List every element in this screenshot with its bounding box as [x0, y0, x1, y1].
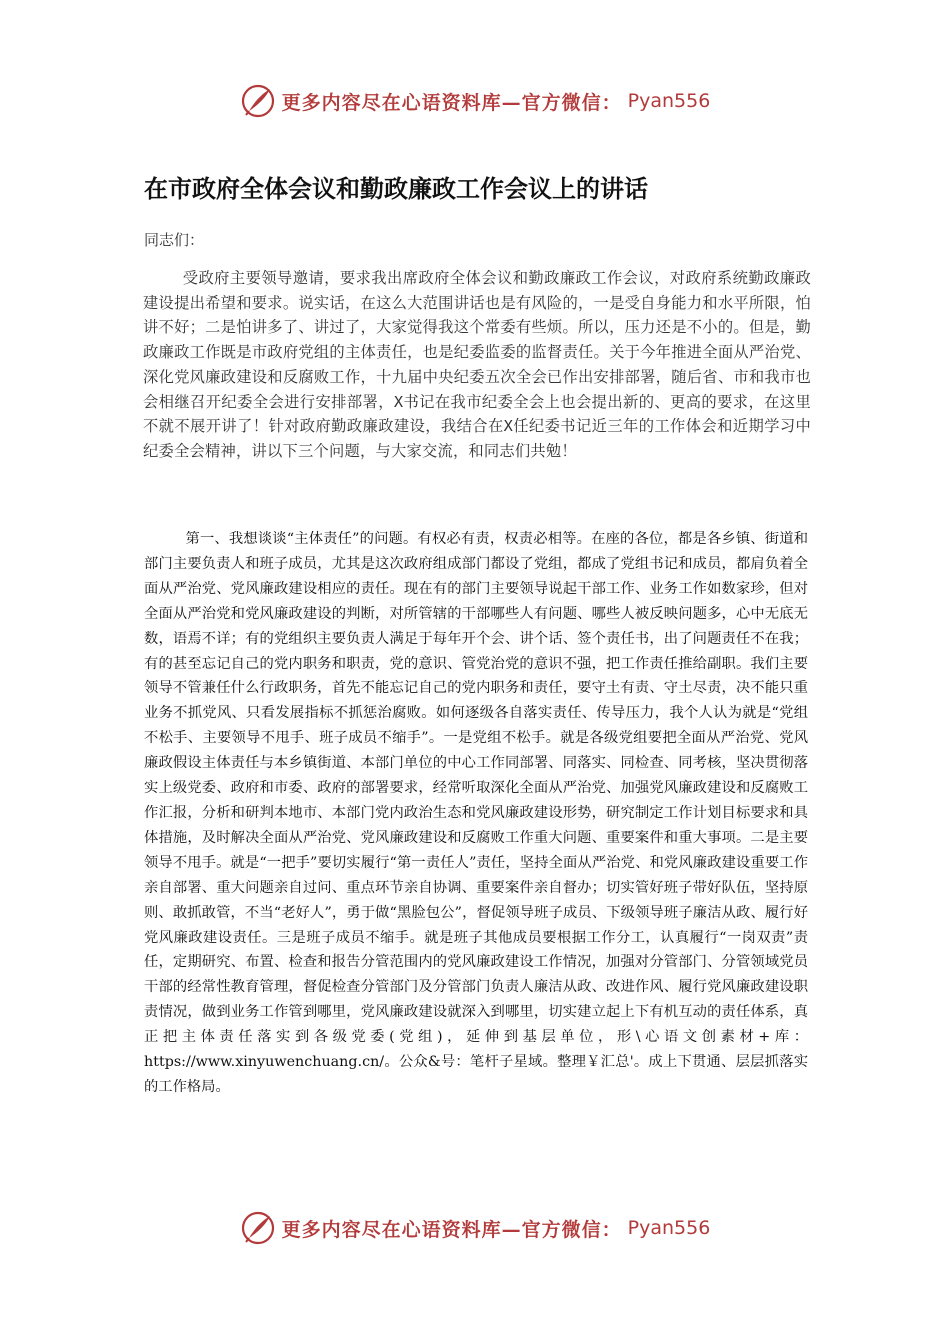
- footer-banner: [0, 1206, 950, 1250]
- banner-text: 更多内容尽在心语资料库—官方微信：: [281, 91, 622, 114]
- banner-text: 更多内容尽在心语资料库—官方微信：: [281, 1218, 622, 1241]
- wechat-id: Pyan556: [627, 1217, 711, 1239]
- paragraph-intro: 受政府主要领导邀请，要求我出席政府全体会议和勤政廉政工作会议，对政府系统勤政廉政建设提出希望和要求。说实话，在这么大范围讲话也是有风险的，一是受自身能力和水平所限，怕讲不好；二是怕讲多了、讲过了，大家觉得我这个常委有些烦。所以，压力还是不小的。但是，勤政廉政工作既是市政府党组的主体责任，也是纪委监委的监督责任。关于今年推进全面从严治党、深化党风廉政建设和反腐败工作，十九届中央纪委五次全会已作出安排部署，随后省、市和我市也会相继召开纪委全会进行安排部署，X书记在我市纪委全会上也会提出新的、更高的要求，在这里不就不展开讲了！针对政府勤政廉政建设，我结合在X任纪委书记近三年的工作体会和近期学习中纪委全会精神，讲以下三个问题，与大家交流，和同志们共勉！: [143, 269, 811, 460]
- paragraph-main-responsibility: 第一、我想谈谈“主体责任”的问题。有权必有责，权责必相等。在座的各位，都是各乡镇、街道和部门主要负责人和班子成员，尤其是这次政府组成部门都设了党组，都成了党组书记和成员，都肩负着全面从严治党、党风廉政建设相应的责任。现在有的部门主要领导说起干部工作、业务工作如数家珍，但对全面从严治党和党风廉政建设的判断，对所管辖的干部哪些人有问题、哪些人被反映问题多，心中无底无数，语焉不详；有的党组织主要负责人满足于每年开个会、讲个话、签个责任书，出了问题责任不在我；有的甚至忘记自己的党内职务和职责，党的意识、管党治党的意识不强，把工作责任推给副职。我们主要领导不管兼任什么行政职务，首先不能忘记自己的党内职务和责任，要守土有责、守土尽责，决不能只重业务不抓党风、只看发展指标不抓惩治腐败。如何逐级各自落实责任、传导压力，我个人认为就是“党组不松手、主要领导不甩手、班子成员不缩手”。一是党组不松手。就是各级党组要把全面从严治党、党风廉政假设主体责任与本乡镇街道、本部门单位的中心工作同部署、同落实、同检查、同考核，坚决贯彻落实上级党委、政府和市委、政府的部署要求，经常听取深化全面从严治党、加强党风廉政建设和反腐败工作汇报，分析和研判本地市、本部门党内政治生态和党风廉政建设形势，研究制定工作计划目标要求和具体措施，及时解决全面从严治党、党风廉政建设和反腐败工作重大问题、重要案件和重大事项。二是主要领导不甩手。就是“一把手”要切实履行“第一责任人”责任，坚持全面从严治党、和党风廉政建设重要工作亲自部署、重大问题亲自过问、重点环节亲自协调、重要案件亲自督办；切实管好班子带好队伍，坚持原则、敢抓敢管，不当“老好人”，勇于做“黑脸包公”，督促领导班子成员、下级领导班子廉洁从政、履行好党风廉政建设责任。三是班子成员不缩手。就是班子其他成员要根据工作分工，认真履行“一岗双责”责任，定期研究、布置、检查和报告分管范围内的党风廉政建设工作情况，加强对分管部门、分管领域党员干部的经常性教育管理，督促检查分管部门及分管部门负责人廉洁从政、改进作风、履行党风廉政建设职责情况，做到业务工作管到哪里，党风廉政建设就深入到哪里，切实建立起上下有机互动的责任体系，真正把主体责任落实到各级党委(党组)，延伸到基层单位，形\心语文创素材+库：https://www.xinyuwenchuang.cn/。公众&号：笔杆子星域。整理￥汇总'。成上下贯通、层层抓落实的工作格局。: [144, 531, 808, 1095]
- page-title: 在市政府全体会议和勤政廉政工作会议上的讲话: [144, 175, 648, 203]
- header-banner: [0, 79, 950, 123]
- quill-pen-logo-icon: [240, 1210, 276, 1246]
- salutation: 同志们：: [144, 231, 205, 249]
- quill-pen-logo-icon: [240, 83, 276, 119]
- wechat-id: Pyan556: [627, 90, 711, 112]
